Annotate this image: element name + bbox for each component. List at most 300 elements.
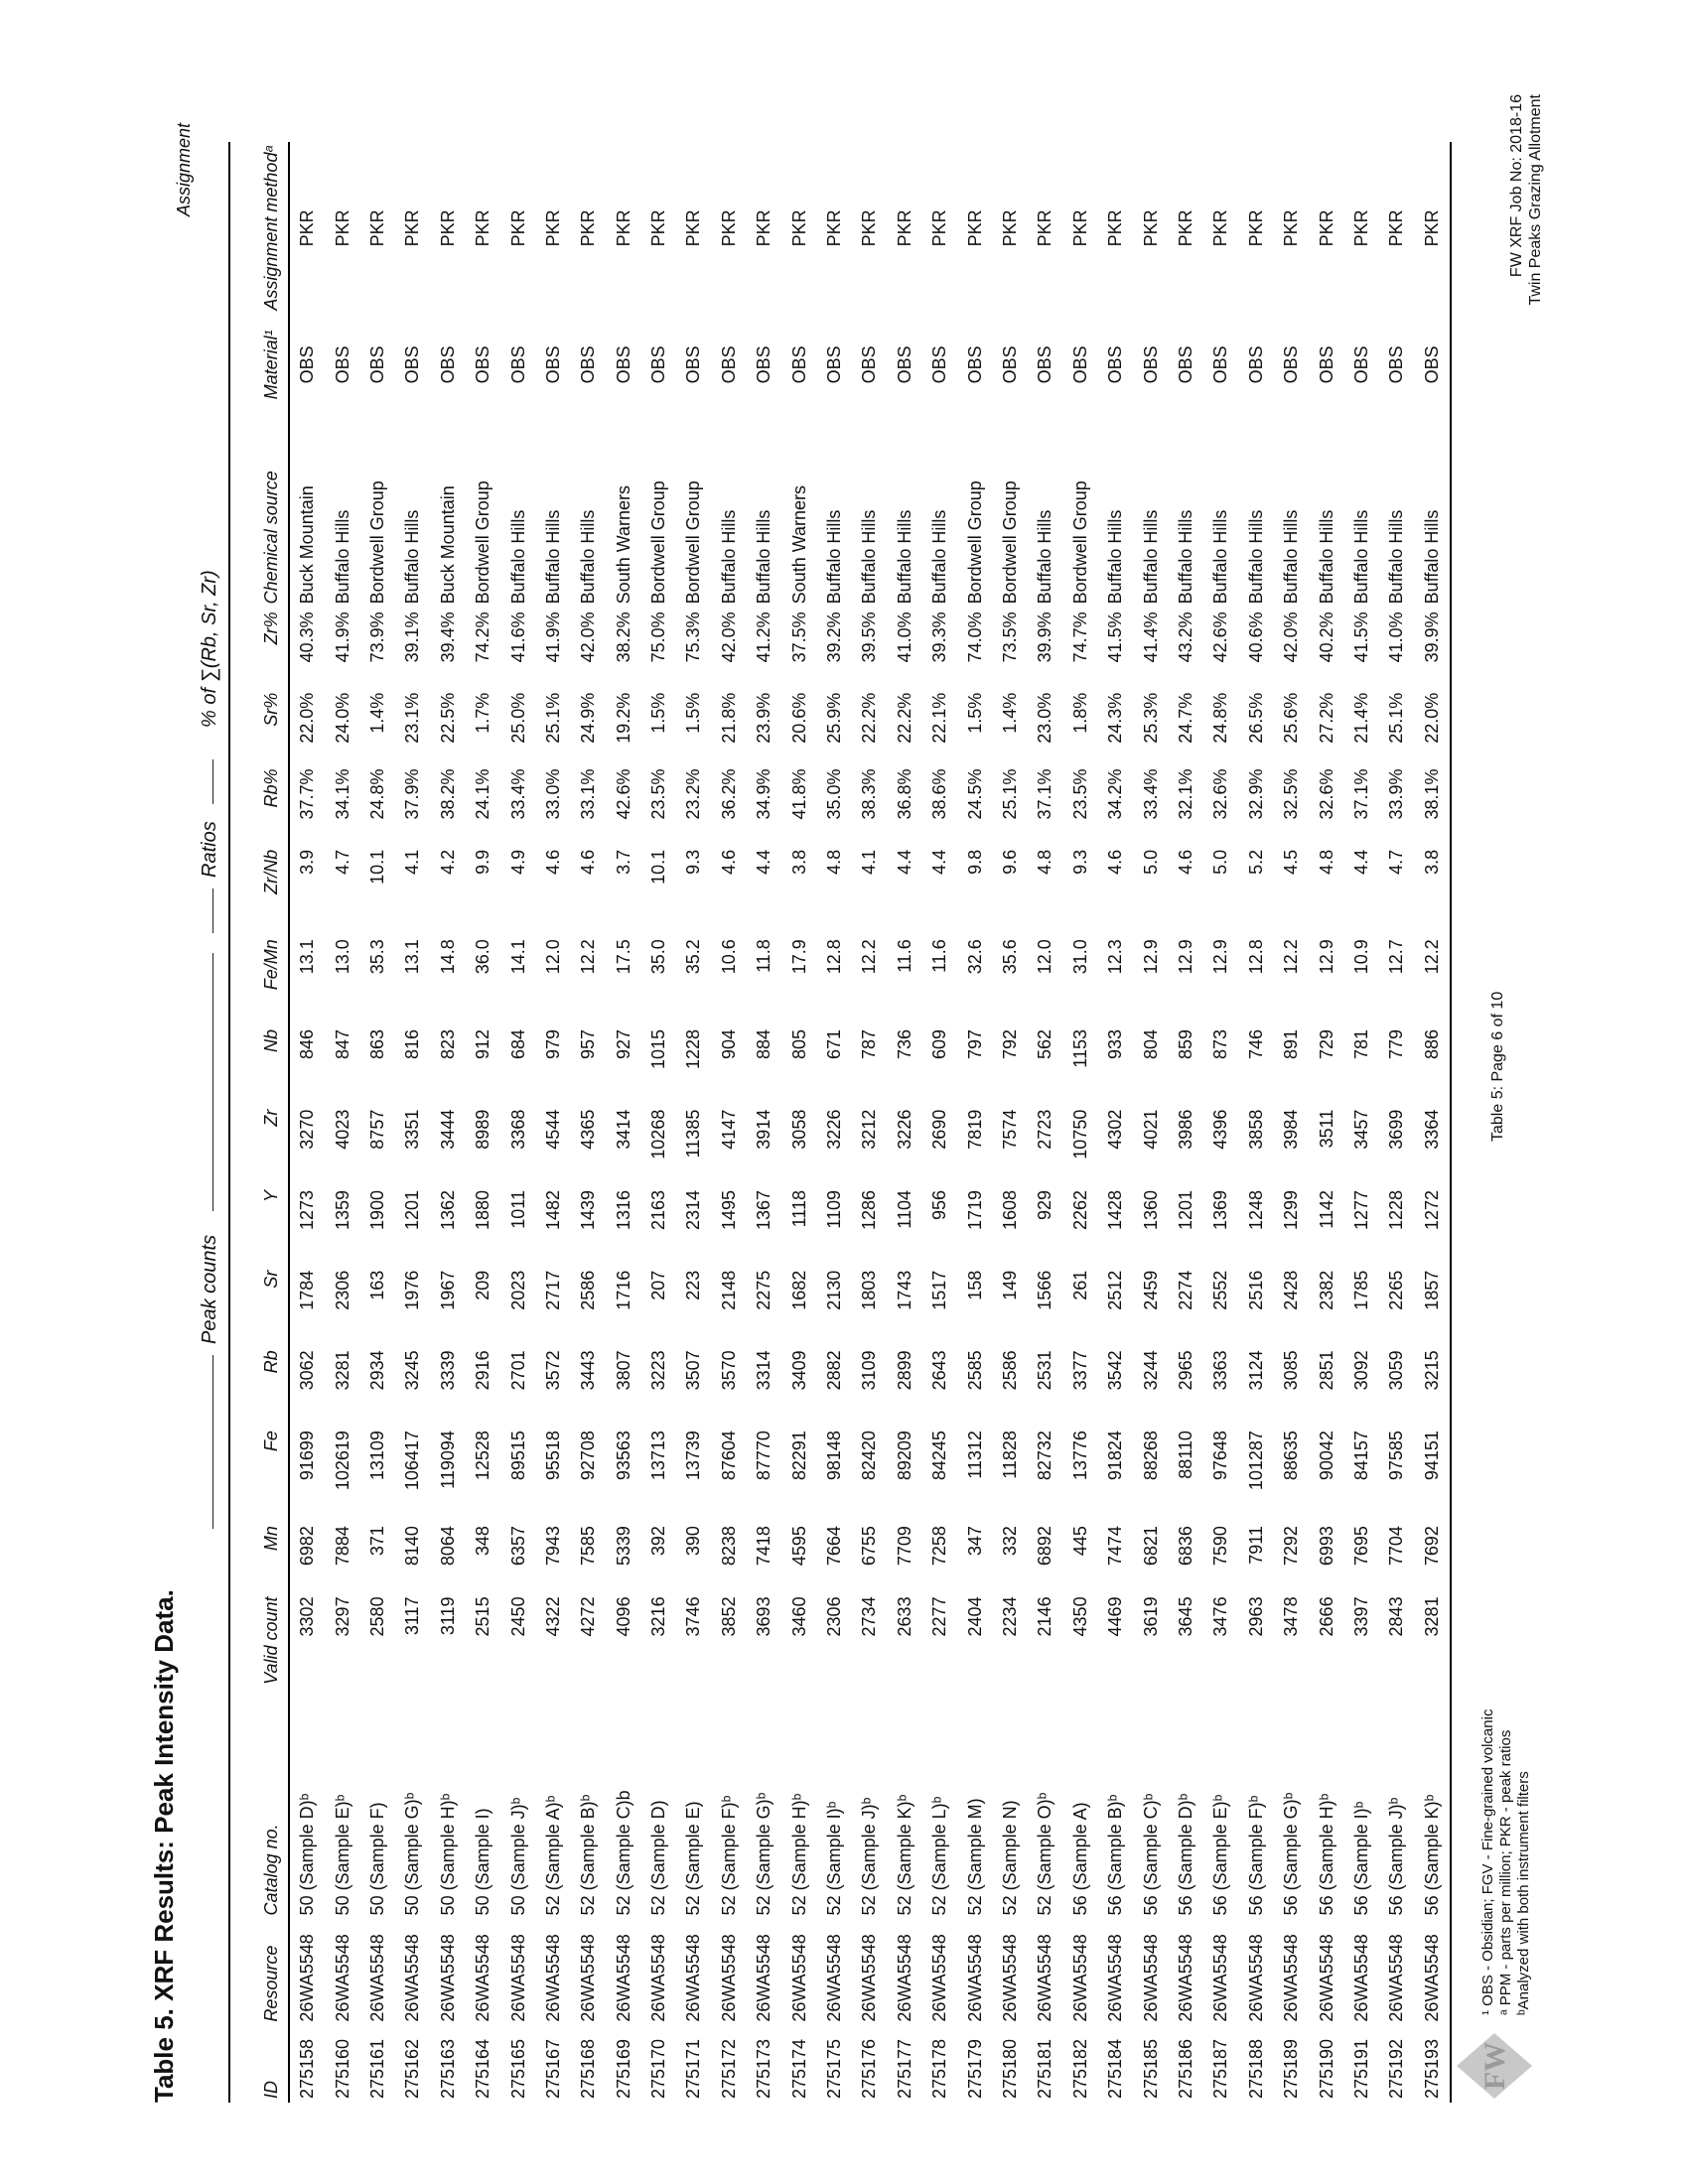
table-cell: OBS (1386, 345, 1407, 384)
table-row (993, 142, 1028, 2103)
table-row (1169, 142, 1203, 2103)
table-cell: 2586 (1000, 1350, 1020, 1391)
table-cell: 1153 (1069, 1028, 1090, 1068)
table-cell: 26WA5548 (1415, 1919, 1451, 2025)
table-cell: 275192 (1386, 2038, 1407, 2099)
table-cell: 3363 (1210, 1350, 1231, 1391)
table-cell: 88635 (1281, 1431, 1302, 1481)
table-cell: 2512 (1105, 1270, 1126, 1310)
table-cell: 41.5% (1350, 612, 1371, 663)
table-cell: 4.6 (718, 849, 739, 875)
table-cell: Buck Mountain (437, 485, 458, 605)
table-cell: 3302 (297, 1596, 318, 1637)
table-cell: 904 (718, 1028, 739, 1060)
table-cell: 1482 (542, 1190, 563, 1231)
column-header-15: Zr% (261, 612, 281, 645)
table-cell: 12.9 (1140, 939, 1161, 975)
table-row (1063, 142, 1098, 2103)
table-cell: 12.8 (1245, 939, 1266, 975)
table-cell: 4.4 (754, 849, 774, 875)
table-cell: 729 (1316, 1028, 1336, 1060)
column-header-2: Catalog no. (261, 1824, 281, 1916)
table-cell: 56 (Sample F)ᵇ (1245, 1795, 1266, 1916)
table-cell: 37.5% (788, 612, 809, 663)
table-cell: 52 (Sample G)ᵇ (754, 1792, 774, 1916)
table-cell: 38.3% (859, 768, 880, 820)
table-cell: 25.1% (1000, 768, 1020, 820)
table-cell: Buffalo Hills (929, 509, 950, 605)
table-cell: PKR (1175, 209, 1196, 247)
group-rule (212, 888, 213, 933)
table-cell: 3245 (402, 1350, 423, 1391)
table-cell: 14.8 (437, 939, 458, 975)
table-cell: 6892 (1035, 1526, 1055, 1567)
table-cell: 26WA5548 (1105, 1934, 1126, 2022)
table-cell: Buffalo Hills (1316, 509, 1336, 605)
table-cell: 1316 (613, 1190, 633, 1231)
table-cell: 35.0% (824, 768, 845, 820)
table-cell: 859 (1175, 1028, 1196, 1060)
table-cell: 3212 (859, 1109, 880, 1150)
table-row (360, 142, 395, 2103)
table-cell: 2899 (894, 1350, 914, 1391)
table-cell: 2851 (1316, 1350, 1336, 1391)
table-cell: 4.7 (332, 849, 352, 875)
table-cell: Buffalo Hills (507, 509, 528, 605)
table-cell: 24.1% (473, 768, 493, 820)
table-cell: 26WA5548 (754, 1934, 774, 2022)
table-cell: PKR (1000, 209, 1020, 247)
table-cell: 4.6 (578, 849, 599, 875)
table-cell: 26WA5548 (332, 1934, 352, 2022)
table-row (957, 142, 992, 2103)
table-cell: 1976 (402, 1270, 423, 1310)
table-cell: Bordwell Group (1000, 480, 1020, 605)
table-cell: 805 (788, 1028, 809, 1060)
table-cell: 1682 (788, 1270, 809, 1310)
column-header-17: Material¹ (261, 330, 281, 400)
table-cell: 9.8 (964, 849, 985, 875)
table-cell: 2306 (332, 1270, 352, 1310)
table-cell: 4.2 (437, 849, 458, 875)
table-cell: 3414 (613, 1109, 633, 1150)
table-cell: 13776 (1069, 1431, 1090, 1481)
table-cell: 3699 (1386, 1109, 1407, 1150)
table-title: Table 5. XRF Results: Peak Intensity Data. (149, 1589, 179, 2103)
table-cell: Buffalo Hills (332, 509, 352, 605)
table-cell: 52 (Sample B)ᵇ (578, 1794, 599, 1916)
table-cell: 863 (366, 1028, 387, 1060)
table-cell: OBS (1035, 345, 1055, 384)
table-cell: 3297 (332, 1596, 352, 1637)
table-cell: 275175 (824, 2038, 845, 2099)
table-cell: 261 (1069, 1270, 1090, 1300)
table-cell: 17.9 (788, 939, 809, 975)
table-cell: 891 (1281, 1028, 1302, 1060)
table-cell: 12.2 (1415, 935, 1451, 1025)
table-cell: 52 (Sample L)ᵇ (929, 1796, 950, 1916)
table-cell: 3109 (859, 1350, 880, 1391)
table-cell: 33.0% (542, 768, 563, 820)
table-cell: 26WA5548 (859, 1934, 880, 2022)
table-cell: 847 (332, 1028, 352, 1060)
table-cell: 684 (507, 1028, 528, 1060)
table-cell: OBS (297, 345, 318, 384)
table-cell: 3984 (1281, 1109, 1302, 1150)
table-cell: 275164 (473, 2038, 493, 2099)
table-cell: 10.6 (718, 939, 739, 975)
table-cell: 39.3% (929, 612, 950, 663)
table-cell: 2262 (1069, 1190, 1090, 1231)
table-cell: 23.9% (754, 692, 774, 744)
table-cell: 56 (Sample I)ᵇ (1350, 1801, 1371, 1916)
table-cell: 3914 (754, 1109, 774, 1150)
table-cell: 3244 (1140, 1350, 1161, 1391)
table-cell: 2404 (964, 1596, 985, 1637)
table-cell: 25.1% (1386, 692, 1407, 744)
table-cell: 41.8% (788, 768, 809, 820)
column-header-18: Assignment methodᵃ (261, 146, 281, 311)
table-body (289, 142, 1451, 2103)
table-cell: 4096 (613, 1596, 633, 1637)
table-cell: 26WA5548 (788, 1934, 809, 2022)
column-header-14: Sr% (261, 692, 281, 727)
table-cell: 39.2% (824, 612, 845, 663)
table-cell: 275160 (332, 2038, 352, 2099)
table-cell: 5.0 (1140, 849, 1161, 875)
table-cell: 26WA5548 (1000, 1934, 1020, 2022)
table-cell: OBS (754, 345, 774, 384)
table-row (289, 142, 325, 2103)
table-cell: OBS (402, 345, 423, 384)
column-header-13: Rb% (261, 768, 281, 808)
group-header-ratios: Ratios (199, 821, 220, 878)
table-cell: OBS (473, 345, 493, 384)
table-cell: 3223 (648, 1350, 669, 1391)
table-cell: 6357 (507, 1526, 528, 1567)
table-cell: 275163 (437, 2038, 458, 2099)
column-header-10: Nb (261, 1028, 281, 1052)
table-cell: PKR (1069, 209, 1090, 247)
table-cell: 2717 (542, 1270, 563, 1310)
table-cell: 40.3% (297, 612, 318, 663)
table-cell: 207 (648, 1270, 669, 1300)
table-cell: 27.2% (1316, 692, 1336, 744)
xrf-results-table (228, 142, 1452, 2103)
table-cell: 275169 (613, 2038, 633, 2099)
table-cell: 6993 (1316, 1526, 1336, 1567)
table-cell: 1608 (1000, 1190, 1020, 1231)
table-cell: 50 (Sample D)ᵇ (297, 1793, 318, 1916)
table-cell: 3457 (1350, 1109, 1371, 1150)
table-cell: 102619 (332, 1431, 352, 1491)
table-cell: 56 (Sample D)ᵇ (1175, 1793, 1196, 1916)
table-cell: 13713 (648, 1431, 669, 1481)
table-cell: 2450 (507, 1596, 528, 1637)
table-cell: 1.5% (648, 692, 669, 734)
table-row (676, 142, 711, 2103)
table-cell: 7590 (1210, 1526, 1231, 1567)
table-cell: 11828 (1000, 1431, 1020, 1479)
table-cell: OBS (1140, 345, 1161, 384)
table-cell: PKR (1140, 209, 1161, 247)
table-cell: 275186 (1175, 2038, 1196, 2099)
table-cell: 24.7% (1175, 692, 1196, 744)
table-cell: 3478 (1281, 1596, 1302, 1637)
table-cell: 2314 (683, 1190, 704, 1231)
table-cell: 32.6 (964, 939, 985, 975)
table-cell: 26WA5548 (964, 1934, 985, 2022)
table-cell: OBS (1105, 345, 1126, 384)
table-cell: 26WA5548 (824, 1934, 845, 2022)
table-cell: 3226 (824, 1109, 845, 1150)
table-cell: 1118 (788, 1190, 809, 1228)
table-cell: 97648 (1210, 1431, 1231, 1481)
table-row (852, 142, 887, 2103)
table-cell: 209 (473, 1270, 493, 1300)
table-cell: OBS (366, 345, 387, 384)
table-cell: PKR (1281, 209, 1302, 247)
table-cell: Bordwell Group (366, 480, 387, 605)
table-row (1344, 142, 1379, 2103)
table-cell: 32.9% (1245, 768, 1266, 820)
column-header-4: Mn (261, 1526, 281, 1552)
table-cell: 8757 (366, 1109, 387, 1150)
column-header-0: ID (261, 2081, 281, 2099)
table-cell: 390 (683, 1526, 704, 1557)
table-cell: 1015 (648, 1028, 669, 1070)
table-cell: 37.1% (1350, 768, 1371, 820)
table-cell: 11.6 (894, 939, 914, 973)
table-cell: 3377 (1069, 1350, 1090, 1391)
table-cell: 95518 (542, 1431, 563, 1481)
table-cell: 3409 (788, 1350, 809, 1391)
table-cell: 73.5% (1000, 612, 1020, 663)
table-cell: 35.3 (366, 939, 387, 975)
table-cell: 3117 (402, 1596, 423, 1636)
table-cell: 52 (Sample M) (964, 1798, 985, 1916)
table-cell: South Warners (613, 484, 633, 605)
table-cell: 26WA5548 (1035, 1934, 1055, 2022)
table-cell: Buffalo Hills (1350, 509, 1371, 605)
table-cell: 39.5% (859, 612, 880, 663)
table-cell: 1277 (1350, 1190, 1371, 1231)
table-cell: 3511 (1316, 1109, 1336, 1149)
table-cell: 13.1 (297, 939, 318, 975)
table-cell: OBS (613, 345, 633, 384)
table-cell: 3351 (402, 1109, 423, 1150)
table-cell: 3119 (437, 1596, 458, 1636)
table-cell: 3216 (648, 1596, 669, 1637)
table-cell: PKR (402, 209, 423, 247)
table-cell: 42.0% (578, 612, 599, 663)
table-cell: 7574 (1000, 1109, 1020, 1150)
column-header-8: Y (261, 1190, 281, 1203)
table-cell: 3215 (1415, 1346, 1451, 1427)
table-cell: 3.8 (1415, 846, 1451, 935)
table-cell: 11312 (964, 1431, 985, 1479)
table-cell: 1360 (1140, 1190, 1161, 1231)
footnote-2: ᵃ PPM - parts per million; PKR - peak ratios (1497, 1729, 1514, 2015)
table-cell: 39.4% (437, 612, 458, 663)
table-cell: 50 (Sample I) (473, 1808, 493, 1916)
table-cell: 10750 (1069, 1109, 1090, 1160)
table-cell: 26WA5548 (929, 1934, 950, 2022)
table-cell: Buck Mountain (297, 485, 318, 605)
table-cell: 3124 (1245, 1350, 1266, 1391)
column-header-9: Zr (261, 1109, 281, 1127)
table-cell: 82420 (859, 1431, 880, 1481)
table-cell: 2552 (1210, 1270, 1231, 1310)
table-cell: 94151 (1415, 1427, 1451, 1522)
table-cell: 43.2% (1175, 612, 1196, 663)
table-cell: OBS (824, 345, 845, 384)
table-cell: 445 (1069, 1526, 1090, 1557)
table-cell: 275189 (1281, 2038, 1302, 2099)
table-cell: 38.1% (1415, 764, 1451, 845)
table-cell: 12.0 (1035, 939, 1055, 975)
table-cell: 25.3% (1140, 692, 1161, 744)
table-cell: 873 (1210, 1028, 1231, 1060)
table-cell: 26WA5548 (1281, 1934, 1302, 2022)
table-cell: 21.4% (1350, 692, 1371, 744)
table-cell: 275185 (1140, 2038, 1161, 2099)
table-cell: Buffalo Hills (894, 509, 914, 605)
table-cell: 11.6 (929, 939, 950, 973)
table-cell: 12.9 (1175, 939, 1196, 975)
table-cell: 816 (402, 1028, 423, 1060)
table-cell: 22.5% (437, 692, 458, 744)
table-cell: 26WA5548 (1175, 1934, 1196, 2022)
table-cell: 26WA5548 (1210, 1934, 1231, 2022)
table-cell: 90042 (1316, 1431, 1336, 1481)
table-cell: 4.8 (824, 849, 845, 875)
table-cell: 56 (Sample C)ᵇ (1140, 1793, 1161, 1916)
table-cell: 19.2% (613, 692, 633, 744)
table-cell: 2531 (1035, 1350, 1055, 1391)
table-cell: 929 (1035, 1190, 1055, 1221)
table-cell: 797 (964, 1028, 985, 1060)
table-cell: PKR (964, 209, 985, 247)
table-cell: 26WA5548 (1350, 1934, 1371, 2022)
table-cell: 88110 (1175, 1431, 1196, 1479)
table-row (641, 142, 676, 2103)
table-cell: 2130 (824, 1270, 845, 1310)
table-cell: 36.0 (473, 939, 493, 975)
table-cell: 4.5 (1281, 849, 1302, 875)
table-cell: 562 (1035, 1028, 1055, 1060)
table-cell: 9.3 (683, 849, 704, 875)
footnote-3: ᵇAnalyzed with both instrument filters (1515, 1771, 1532, 2015)
table-cell: 91824 (1105, 1431, 1126, 1481)
table-cell: 7819 (964, 1109, 985, 1150)
table-cell: 3542 (1105, 1350, 1126, 1391)
table-cell: 41.4% (1140, 612, 1161, 663)
table-cell: 4.9 (507, 849, 528, 875)
table-cell: 33.9% (1386, 768, 1407, 820)
table-cell: 34.1% (332, 768, 352, 820)
table-cell: 36.8% (894, 768, 914, 820)
table-cell: 13109 (366, 1431, 387, 1481)
table-cell: 3858 (1245, 1109, 1266, 1150)
table-cell: 39.1% (402, 612, 423, 663)
table-cell: OBS (859, 345, 880, 384)
table-cell: PKR (366, 209, 387, 247)
table-cell: 25.6% (1281, 692, 1302, 744)
table-cell: 17.5 (613, 939, 633, 975)
table-cell: 275184 (1105, 2038, 1126, 2099)
table-cell: 3476 (1210, 1596, 1231, 1637)
table-cell: 10.1 (366, 849, 387, 885)
table-cell: 42.6% (1210, 612, 1231, 663)
table-cell: 275171 (683, 2038, 704, 2099)
table-cell: 4.4 (1350, 849, 1371, 875)
table-cell: 7692 (1415, 1522, 1451, 1592)
table-cell: 392 (648, 1526, 669, 1557)
table-cell: 56 (Sample G)ᵇ (1281, 1792, 1302, 1916)
table-cell: 9.6 (1000, 849, 1020, 875)
table-cell: 956 (929, 1190, 950, 1221)
table-cell: 26WA5548 (894, 1934, 914, 2022)
table-cell: 9.9 (473, 849, 493, 875)
table-cell: 3059 (1386, 1350, 1407, 1391)
table-cell: 82732 (1035, 1431, 1055, 1481)
table-cell: Buffalo Hills (1175, 509, 1196, 605)
table-cell: 1.7% (473, 692, 493, 734)
job-number: FW XRF Job No: 2018-16 (1508, 94, 1525, 278)
table-cell: 26WA5548 (366, 1934, 387, 2022)
table-cell: 22.1% (929, 692, 950, 744)
table-cell: 22.2% (859, 692, 880, 744)
table-cell: 4.7 (1386, 849, 1407, 875)
table-cell: 88268 (1140, 1431, 1161, 1481)
column-header-1: Resource (261, 1945, 281, 2022)
table-cell: 3507 (683, 1350, 704, 1391)
table-cell: 3397 (1350, 1596, 1371, 1637)
table-cell: 1967 (437, 1270, 458, 1310)
table-cell: 10268 (648, 1109, 669, 1160)
table-cell: Buffalo Hills (824, 509, 845, 605)
table-cell: OBS (683, 345, 704, 384)
table-cell: OBS (332, 345, 352, 384)
table-cell: 4595 (788, 1526, 809, 1567)
table-cell: 32.1% (1175, 768, 1196, 820)
table-cell: 52 (Sample E) (683, 1801, 704, 1916)
table-cell: 12.2 (578, 939, 599, 975)
table-cell: Buffalo Hills (402, 509, 423, 605)
table-cell: Bordwell Group (1069, 480, 1090, 605)
table-cell: 4.6 (1105, 849, 1126, 875)
table-cell: PKR (473, 209, 493, 247)
table-cell: 26WA5548 (1316, 1934, 1336, 2022)
table-cell: 781 (1350, 1028, 1371, 1060)
table-cell: 38.2% (613, 612, 633, 663)
table-cell: 275191 (1350, 2038, 1371, 2099)
table-cell: 37.7% (297, 768, 318, 820)
table-cell: 2723 (1035, 1109, 1055, 1150)
table-row (781, 142, 816, 2103)
column-header-6: Rb (261, 1350, 281, 1374)
table-cell: 4147 (718, 1109, 739, 1150)
table-row (1379, 142, 1414, 2103)
table-cell: 3444 (437, 1109, 458, 1150)
table-cell: Buffalo Hills (578, 509, 599, 605)
table-cell: 56 (Sample J)ᵇ (1386, 1797, 1407, 1916)
table-cell: 4322 (542, 1596, 563, 1637)
table-cell: 73.9% (366, 612, 387, 663)
table-row (817, 142, 852, 2103)
table-row (325, 142, 359, 2103)
